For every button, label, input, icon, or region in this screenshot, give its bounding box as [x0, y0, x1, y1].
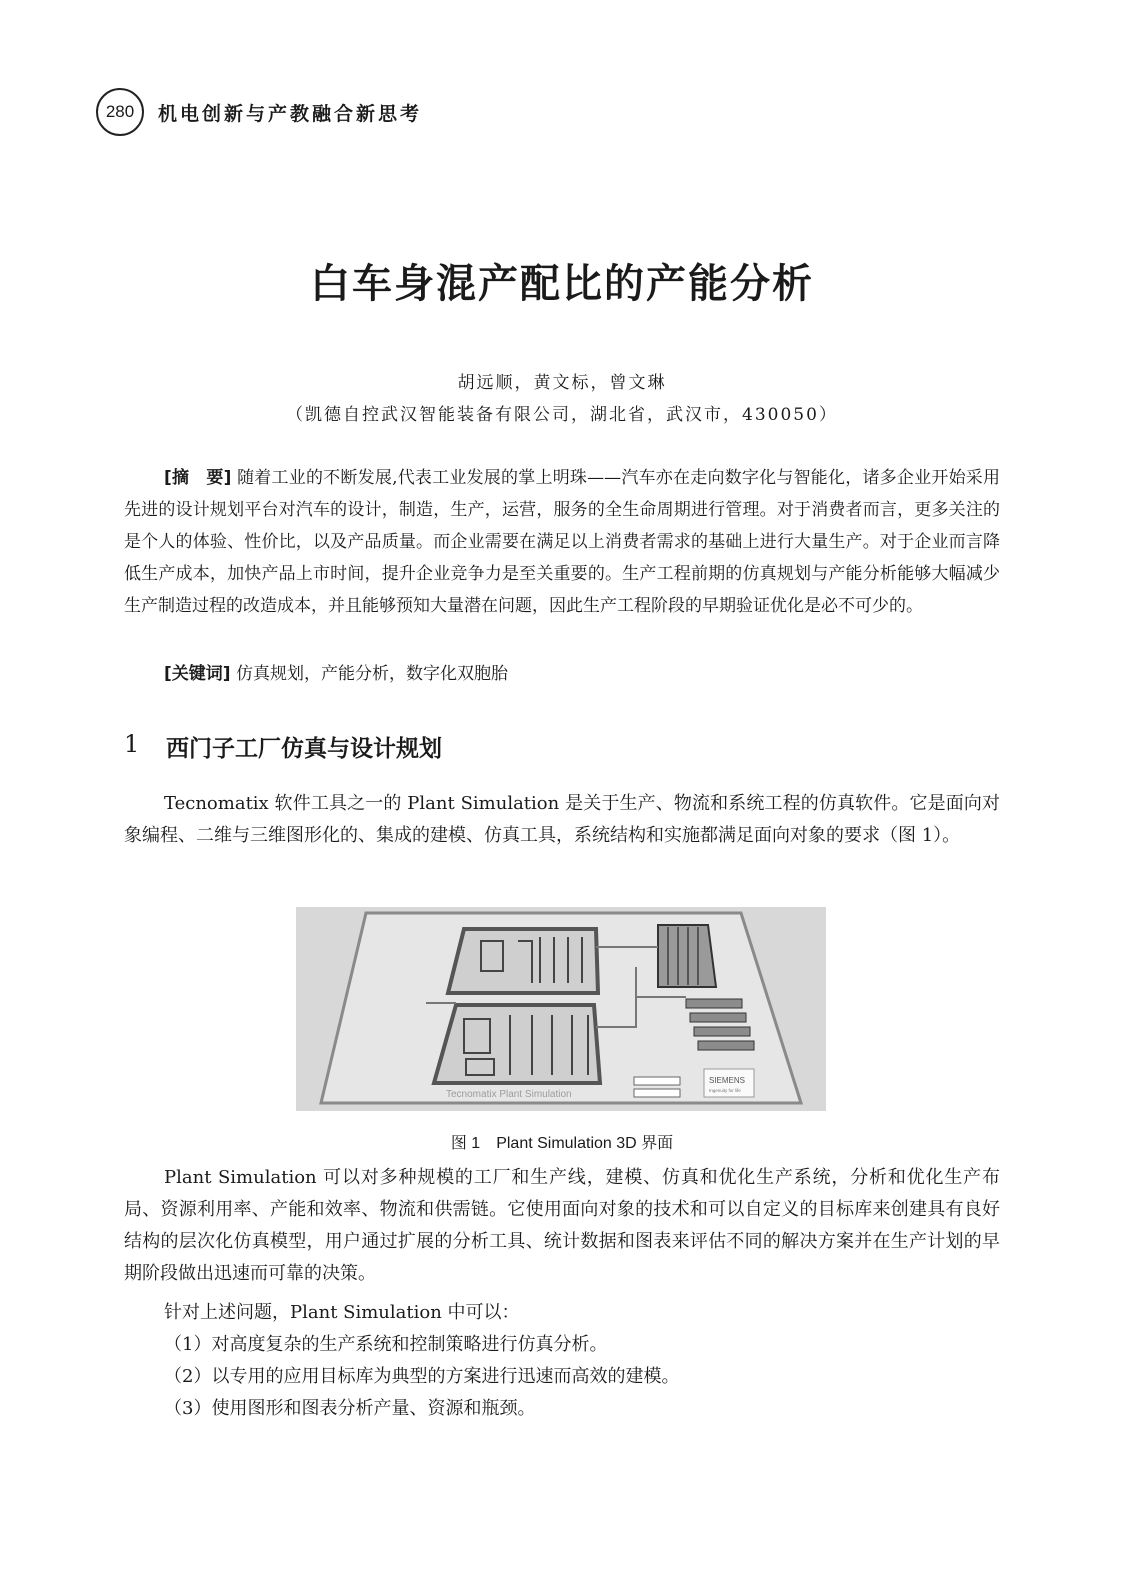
- production-hall-lower: [434, 1005, 600, 1083]
- book-title: 机电创新与产教融合新思考: [158, 102, 423, 125]
- page-number: 280: [96, 88, 144, 136]
- section-paragraph-1: Tecnomatix 软件工具之一的 Plant Simulation 是关于生产、物流和系统工程的仿真软件。它是面向对象编程、二维与三维图形化的、集成的建模、仿真工具，系统结构和实施都满足面向对象的要求（图 1）。: [124, 793, 1000, 846]
- abstract-text: 随着工业的不断发展,代表工业发展的掌上明珠——汽车亦在走向数字化与智能化，诸多企业开始采用先进的设计规划平台对汽车的设计，制造，生产，运营，服务的全生命周期进行管理。对于消费者而言，更多关注的是个人的体验、性价比，以及产品质量。而企业需要在满足以上消费者需求的基础上进行大量生产。对于企业而言降低生产成本，加快产品上市时间，提升企业竞争力是至关重要的。生产工程前期的仿真规划与产能分析能够大幅减少生产制造过程的改造成本，并且能够预知大量潜在问题，因此生产工程阶段的早期验证优化是必不可少的。: [124, 468, 1001, 616]
- production-hall-upper: [448, 929, 598, 993]
- section-title: 西门子工厂仿真与设计规划: [166, 735, 442, 762]
- software-watermark: Tecnomatix Plant Simulation: [446, 1089, 572, 1100]
- model-button-1: [634, 1077, 680, 1085]
- list-intro: 针对上述问题，Plant Simulation 中可以：: [164, 1302, 520, 1323]
- list-item-1: （1）对高度复杂的生产系统和控制策略进行仿真分析。: [164, 1334, 608, 1355]
- figure-caption: 图 1 Plant Simulation 3D 界面: [450, 1135, 674, 1152]
- section-number: 1: [124, 730, 140, 758]
- paper-title: 白车身混产配比的产能分析: [310, 261, 814, 307]
- list-item-3: （3）使用图形和图表分析产量、资源和瓶颈。: [164, 1398, 536, 1419]
- abstract-label: [摘 要]: [164, 468, 232, 488]
- plant-simulation-screenshot: [296, 907, 826, 1111]
- model-button-2: [634, 1089, 680, 1097]
- page-header: [96, 88, 422, 136]
- siemens-tagline: Ingenuity for life: [709, 1088, 741, 1093]
- affiliation: （凯德自控武汉智能装备有限公司，湖北省，武汉市，430050）: [286, 405, 838, 425]
- list-item-2: （2）以专用的应用目标库为典型的方案进行迅速而高效的建模。: [164, 1366, 680, 1387]
- authors: 胡远顺，黄文标，曾文琳: [457, 373, 667, 393]
- abstract: [124, 462, 1000, 622]
- figure-plant-simulation: [296, 907, 826, 1111]
- keywords: [164, 659, 508, 684]
- keywords-text: 仿真规划，产能分析，数字化双胞胎: [235, 664, 508, 684]
- siemens-logo: SIEMENS: [709, 1076, 746, 1085]
- section-paragraph-2: Plant Simulation 可以对多种规模的工厂和生产线，建模、仿真和优化生产系统，分析和优化生产布局、资源利用率、产能和效率、物流和供需链。它使用面向对象的技术和可以自定义的目标库来创建具有良好结构的层次化仿真模型，用户通过扩展的分析工具、统计数据和图表来评估不同的解决方案并在生产计划的早期阶段做出迅速而可靠的决策。: [124, 1167, 1000, 1284]
- keywords-label: [关键词]: [164, 664, 231, 684]
